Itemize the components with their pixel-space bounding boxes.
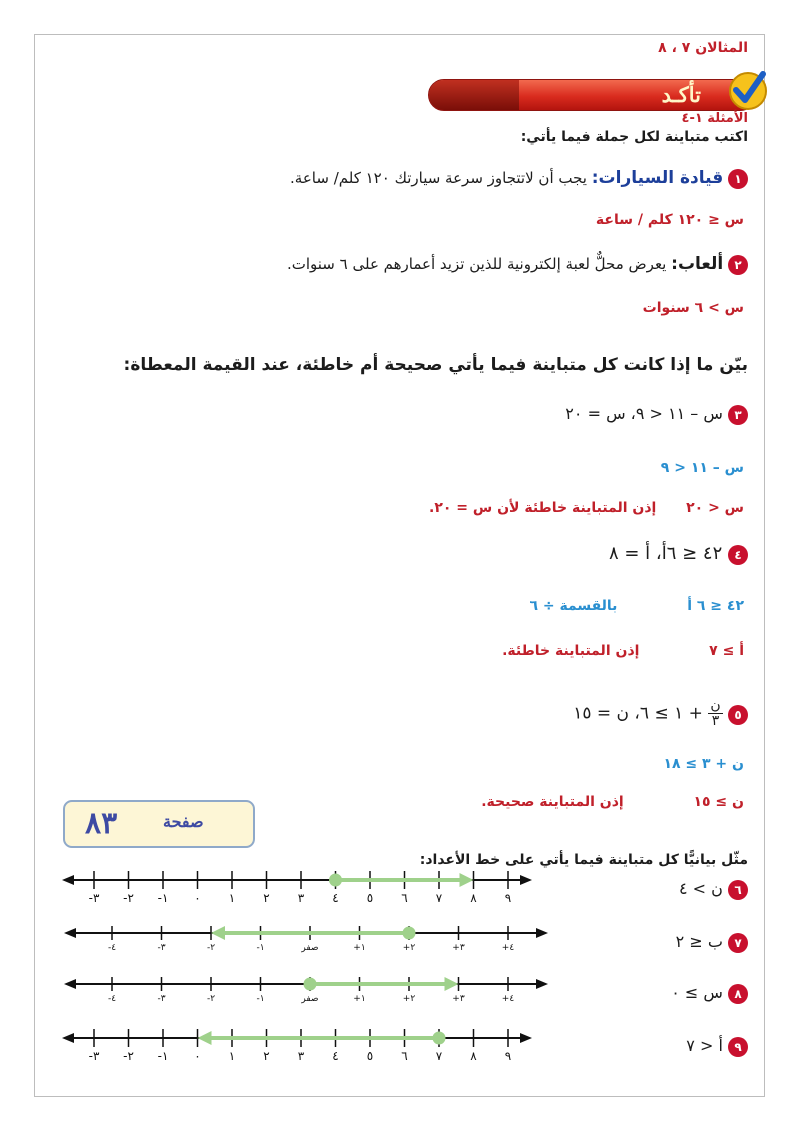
number-line-label: -٤ [107, 943, 117, 953]
number-line-label: ٦ [401, 891, 408, 905]
item-3-problem: س – ١١ < ٩، س = ٢٠ [565, 404, 723, 423]
item-3-step2-expr: س < ٢٠ [686, 500, 744, 516]
examples-range: الأمثلة ١-٤ [681, 111, 748, 126]
section2-instruction: بيّن ما إذا كانت كل متباينة فيما يأتي صحيحة أم خاطئة، عند القيمة المعطاة: [123, 355, 748, 375]
number-line-label: ٨ [470, 891, 477, 905]
number-badge: ٩ [728, 1037, 748, 1057]
number-line-label: +١ [353, 943, 366, 953]
item-4-problem: ٤٢ ≤ ٦أ، أ = ٨ [608, 543, 723, 564]
item-2-text: يعرض محلٌّ لعبة إلكترونية للذين تزيد أعمارهم على ٦ سنوات. [286, 255, 667, 273]
item-7-inequality: ب ≤ ٢ [675, 932, 723, 951]
number-badge: ٢ [728, 255, 748, 275]
item-6 [661, 879, 748, 900]
number-line-label: -١ [157, 1049, 169, 1063]
item-8-inequality: س ≥ ٠ [671, 983, 723, 1002]
number-line-label: ٢ [263, 1049, 270, 1063]
item-5-step2 [481, 794, 744, 810]
number-line-label: ٥ [366, 891, 374, 905]
number-line-label: -٣ [157, 943, 166, 953]
number-line-label: +٣ [452, 943, 465, 953]
section3-instruction: مثّل بيانيًّا كل متباينة فيما يأتي على خط الأعداد: [419, 852, 748, 868]
item-6-inequality: ن > ٤ [678, 879, 723, 898]
number-line-label: ٣ [297, 1049, 305, 1063]
item-4-conclusion: إذن المتباينة خاطئة. [502, 643, 640, 659]
number-line-label: -٣ [88, 891, 100, 905]
item-7 [661, 932, 748, 953]
number-line-label: -٢ [123, 1049, 134, 1063]
number-line-label: صفر [301, 943, 319, 953]
number-badge: ٤ [728, 545, 748, 565]
number-line-label: ٥ [366, 1049, 374, 1063]
banner-dark-end [429, 80, 519, 110]
number-badge: ٦ [728, 880, 748, 900]
number-line-label: ٦ [401, 1049, 408, 1063]
number-line-label: +١ [353, 994, 366, 1004]
number-line-label: ٩ [504, 1049, 512, 1063]
number-line-label: ١ [228, 891, 236, 905]
number-line-label: +٤ [501, 943, 515, 953]
item-5-problem-rest: + ١ ≥ ٦، ن = ١٥ [573, 703, 703, 724]
item-2-title: ألعاب: [671, 254, 724, 274]
item-4-step2-expr: أ ≥ ٧ [709, 643, 744, 659]
item-1-answer: س ≤ ١٢٠ كلم / ساعة [595, 212, 744, 228]
number-line-label: ٤ [332, 891, 339, 905]
number-badge: ٨ [728, 984, 748, 1004]
number-line-label: ١ [228, 1049, 236, 1063]
section1-instruction: اكتب متباينة لكل جملة فيما يأتي: [520, 129, 748, 145]
number-line-label: -١ [157, 891, 169, 905]
item-4-step1 [529, 598, 744, 614]
item-5-step2-expr: ن ≥ ١٥ [693, 794, 744, 810]
fraction-numerator: ن [710, 697, 721, 713]
number-badge: ١ [728, 169, 748, 189]
item-3-conclusion: إذن المتباينة خاطئة لأن س = ٢٠. [429, 500, 657, 516]
number-line-label: ٨ [470, 1049, 477, 1063]
number-line-label: -٢ [206, 943, 216, 953]
number-badge: ٣ [728, 405, 748, 425]
page-label: صفحة [163, 812, 204, 831]
item-3-step1: س – ١١ < ٩ [660, 460, 744, 476]
item-5-step1: ن + ٣ ≥ ١٨ [663, 756, 744, 772]
number-line-label: +٤ [501, 994, 515, 1004]
number-line-label: -٣ [157, 994, 166, 1004]
examples-label: المثالان ٧ ، ٨ [658, 40, 748, 56]
item-9 [661, 1036, 748, 1057]
item-1 [290, 168, 748, 189]
number-line-label: -٢ [123, 891, 134, 905]
number-line-label: -١ [256, 943, 265, 953]
item-3 [565, 404, 748, 425]
number-line-label: ٧ [435, 891, 443, 905]
number-line-label: ٩ [504, 891, 512, 905]
number-badge: ٥ [728, 705, 748, 725]
number-line-label: -٣ [88, 1049, 100, 1063]
item-8 [661, 983, 748, 1004]
item-5-conclusion: إذن المتباينة صحيحة. [481, 794, 624, 810]
item-4-step1-expr: ٤٢ ≤ ٦ أ [687, 598, 744, 614]
number-line-label: ٢ [263, 891, 270, 905]
number-line-label: -٢ [206, 994, 216, 1004]
number-badge: ٧ [728, 933, 748, 953]
banner-title: تأكـد [661, 82, 701, 107]
item-4-step2 [502, 643, 744, 659]
number-line-label: -١ [256, 994, 265, 1004]
fraction [708, 698, 722, 729]
item-3-step2 [429, 500, 744, 516]
item-2 [287, 254, 748, 275]
item-4 [609, 543, 748, 565]
number-line-label: +٢ [402, 943, 416, 953]
check-banner [428, 79, 756, 111]
page-frame [34, 34, 765, 1097]
number-line-label: ٠ [194, 1049, 201, 1063]
number-line-label: +٢ [402, 994, 416, 1004]
page-number: ٨٣ [85, 806, 118, 841]
page-badge [63, 800, 255, 848]
number-line-label: صفر [301, 994, 319, 1004]
number-line-label: ٣ [297, 891, 305, 905]
item-1-title: قيادة السيارات: [591, 168, 724, 188]
item-5 [573, 698, 748, 729]
item-2-answer: س > ٦ سنوات [642, 300, 744, 316]
checkmark-icon [725, 68, 771, 114]
fraction-denominator: ٣ [711, 713, 720, 729]
item-9-inequality: أ < ٧ [686, 1036, 723, 1055]
item-4-step1-note: بالقسمة ÷ ٦ [529, 598, 618, 614]
item-1-text: يجب أن لاتتجاوز سرعة سيارتك ١٢٠ كلم/ ساعة. [290, 169, 587, 187]
number-line-label: -٤ [107, 994, 117, 1004]
number-line-label: ٠ [194, 891, 201, 905]
number-line-label: +٣ [452, 994, 465, 1004]
number-line-label: ٧ [435, 1049, 443, 1063]
number-line-label: ٤ [332, 1049, 339, 1063]
